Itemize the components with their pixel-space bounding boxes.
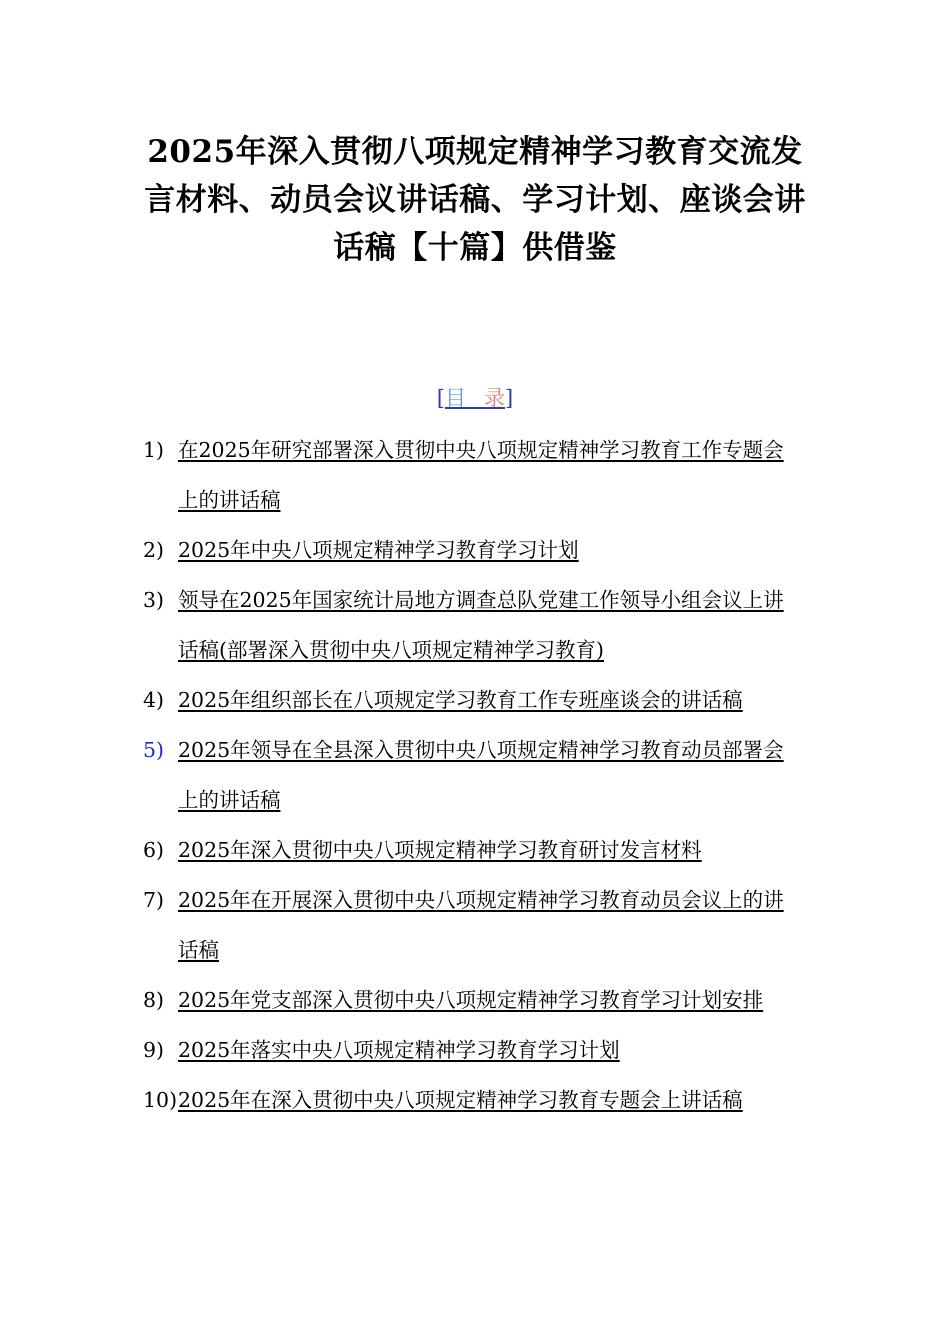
toc-item-link[interactable]: 2025年在深入贯彻中央八项规定精神学习教育专题会上讲话稿 xyxy=(178,1088,743,1112)
toc-item-number: 8) xyxy=(143,988,165,1012)
toc-item-2 xyxy=(143,525,803,575)
toc-item-10 xyxy=(143,1075,803,1125)
toc-item-number: 9) xyxy=(143,1038,165,1062)
toc-item-link[interactable]: 在2025年研究部署深入贯彻中央八项规定精神学习教育工作专题会上的讲话稿 xyxy=(178,438,784,512)
toc-item-5 xyxy=(143,725,803,825)
toc-item-link[interactable]: 2025年领导在全县深入贯彻中央八项规定精神学习教育动员部署会上的讲话稿 xyxy=(178,738,784,812)
document-title: 2025年深入贯彻八项规定精神学习教育交流发言材料、动员会议讲话稿、学习计划、座谈会讲话稿【十篇】供借鉴 xyxy=(144,134,806,266)
toc-item-number: 4) xyxy=(143,688,165,712)
toc-bracket-right: ] xyxy=(505,386,514,410)
toc-bracket-left: [ xyxy=(436,386,445,410)
toc-item-link[interactable]: 2025年在开展深入贯彻中央八项规定精神学习教育动员会议上的讲话稿 xyxy=(178,888,784,962)
toc-item-6 xyxy=(143,825,803,875)
toc-item-1 xyxy=(143,425,803,525)
toc-item-link[interactable]: 领导在2025年国家统计局地方调查总队党建工作领导小组会议上讲话稿(部署深入贯彻中央八项规定精神学习教育) xyxy=(178,588,784,662)
toc-item-link[interactable]: 2025年深入贯彻中央八项规定精神学习教育研讨发言材料 xyxy=(178,838,702,862)
toc-heading-lu: 录 xyxy=(484,386,505,410)
toc-item-number: 2) xyxy=(143,538,165,562)
toc-item-8 xyxy=(143,975,803,1025)
toc-item-number: 7) xyxy=(143,888,165,912)
toc-item-number: 6) xyxy=(143,838,165,862)
toc-item-4 xyxy=(143,675,803,725)
toc-heading-mu: 目 xyxy=(445,386,484,410)
toc-heading xyxy=(0,383,950,413)
toc-item-9 xyxy=(143,1025,803,1075)
toc-item-7 xyxy=(143,875,803,975)
toc-list xyxy=(143,425,803,1125)
toc-item-number: 10) xyxy=(143,1088,178,1112)
toc-item-link[interactable]: 2025年组织部长在八项规定学习教育工作专班座谈会的讲话稿 xyxy=(178,688,743,712)
toc-item-link[interactable]: 2025年中央八项规定精神学习教育学习计划 xyxy=(178,538,579,562)
toc-item-link[interactable]: 2025年党支部深入贯彻中央八项规定精神学习教育学习计划安排 xyxy=(178,988,764,1012)
toc-item-number: 5) xyxy=(143,738,165,762)
toc-item-number: 3) xyxy=(143,588,165,612)
toc-item-number: 1) xyxy=(143,438,165,462)
toc-item-link[interactable]: 2025年落实中央八项规定精神学习教育学习计划 xyxy=(178,1038,620,1062)
toc-item-3 xyxy=(143,575,803,675)
